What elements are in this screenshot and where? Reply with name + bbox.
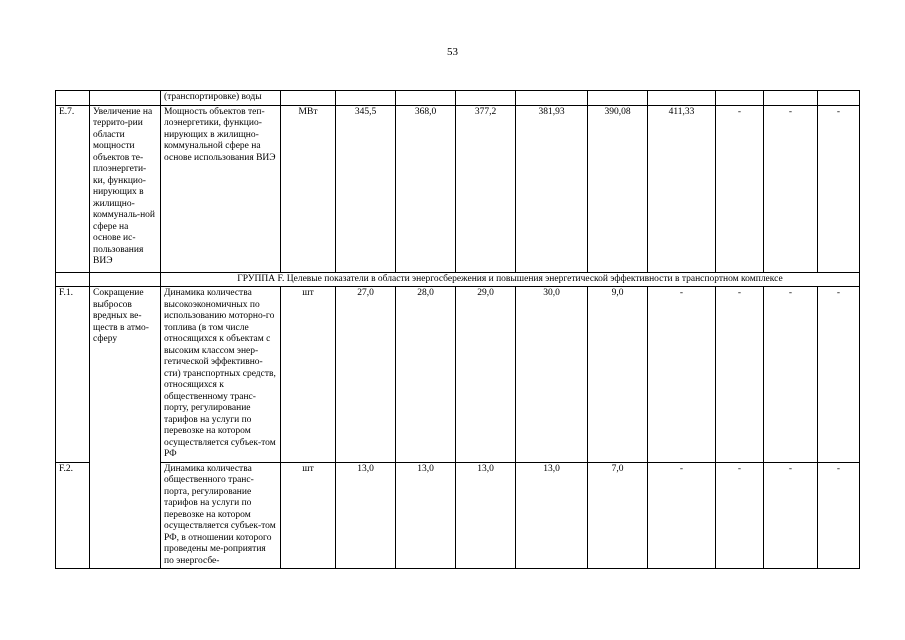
cell-value: -	[716, 287, 764, 463]
cell-value: -	[648, 287, 716, 463]
table-row-group-f	[56, 272, 860, 287]
cell-indicator: Динамика количества общественного транс-порта, регулирование тарифов на услуги по перевозке на котором осуществляется субъек-том РФ, в отношении которого проведены ме-роприятия по энергосбе-	[161, 462, 281, 569]
cell-value: 381,93	[516, 105, 588, 272]
cell-indicator: Мощность объектов теп-лоэнергетики, функцио-нирующих в жилищно-коммунальной сфере на основе использования ВИЭ	[161, 105, 281, 272]
cell-measure: Увеличение на террито-рии области мощности объектов те-плоэнергети-ки, функцио-нирующих в жилищно-коммуналь-ной сфере на основе ис-пользования ВИЭ	[90, 105, 161, 272]
cell-value: -	[818, 287, 860, 463]
page-number: 53	[447, 46, 458, 58]
cell-indicator: Динамика количества высокоэкономичных по использованию моторно-го топлива (в том числе относящихся к объектам с высоким классом энер-гетической эффективно-сти) транспортных средств, относящихся к общественному транс-порту, регулирование тарифов на услуги по перевозке на котором осуществляется субъек-том РФ	[161, 287, 281, 463]
cell-value: -	[764, 105, 818, 272]
cell-measure: Сокращение выбросов вредных ве-ществ в атмо-сферу	[90, 287, 161, 569]
cell-value: -	[716, 105, 764, 272]
cell-value: -	[764, 462, 818, 569]
cell-value: -	[818, 105, 860, 272]
cell-unit: МВт	[281, 105, 336, 272]
cell-value: 13,0	[336, 462, 396, 569]
cell-value: 411,33	[648, 105, 716, 272]
cell-value: 13,0	[396, 462, 456, 569]
cell-code: F.2.	[56, 462, 90, 569]
indicators-table	[55, 90, 860, 569]
cell-value: 27,0	[336, 287, 396, 463]
cell-value: 29,0	[456, 287, 516, 463]
cell-unit: шт	[281, 287, 336, 463]
cell-code: E.7.	[56, 105, 90, 272]
cell-value: 13,0	[456, 462, 516, 569]
group-heading: ГРУППА F. Целевые показатели в области энергосбережения и повышения энергетической эффективности в транспортном комплексе	[161, 272, 860, 287]
cell-code	[56, 91, 90, 106]
cell-value: 28,0	[396, 287, 456, 463]
cell-value: -	[716, 462, 764, 569]
cell-value: -	[764, 287, 818, 463]
table-row-continuation	[56, 91, 860, 106]
cell-value: 377,2	[456, 105, 516, 272]
cell-value: -	[648, 462, 716, 569]
cell-indicator: (транспортировке) воды	[161, 91, 281, 106]
table-row-f2	[56, 462, 860, 569]
table-row-f1	[56, 287, 860, 463]
cell-value: 7,0	[588, 462, 648, 569]
cell-measure	[90, 91, 161, 106]
cell-value: 9,0	[588, 287, 648, 463]
cell-value: 345,5	[336, 105, 396, 272]
cell-value: 13,0	[516, 462, 588, 569]
cell-value: 390,08	[588, 105, 648, 272]
cell-value: 30,0	[516, 287, 588, 463]
cell-value: -	[818, 462, 860, 569]
cell-unit: шт	[281, 462, 336, 569]
cell-value: 368,0	[396, 105, 456, 272]
table-row-e7	[56, 105, 860, 272]
cell-code: F.1.	[56, 287, 90, 463]
